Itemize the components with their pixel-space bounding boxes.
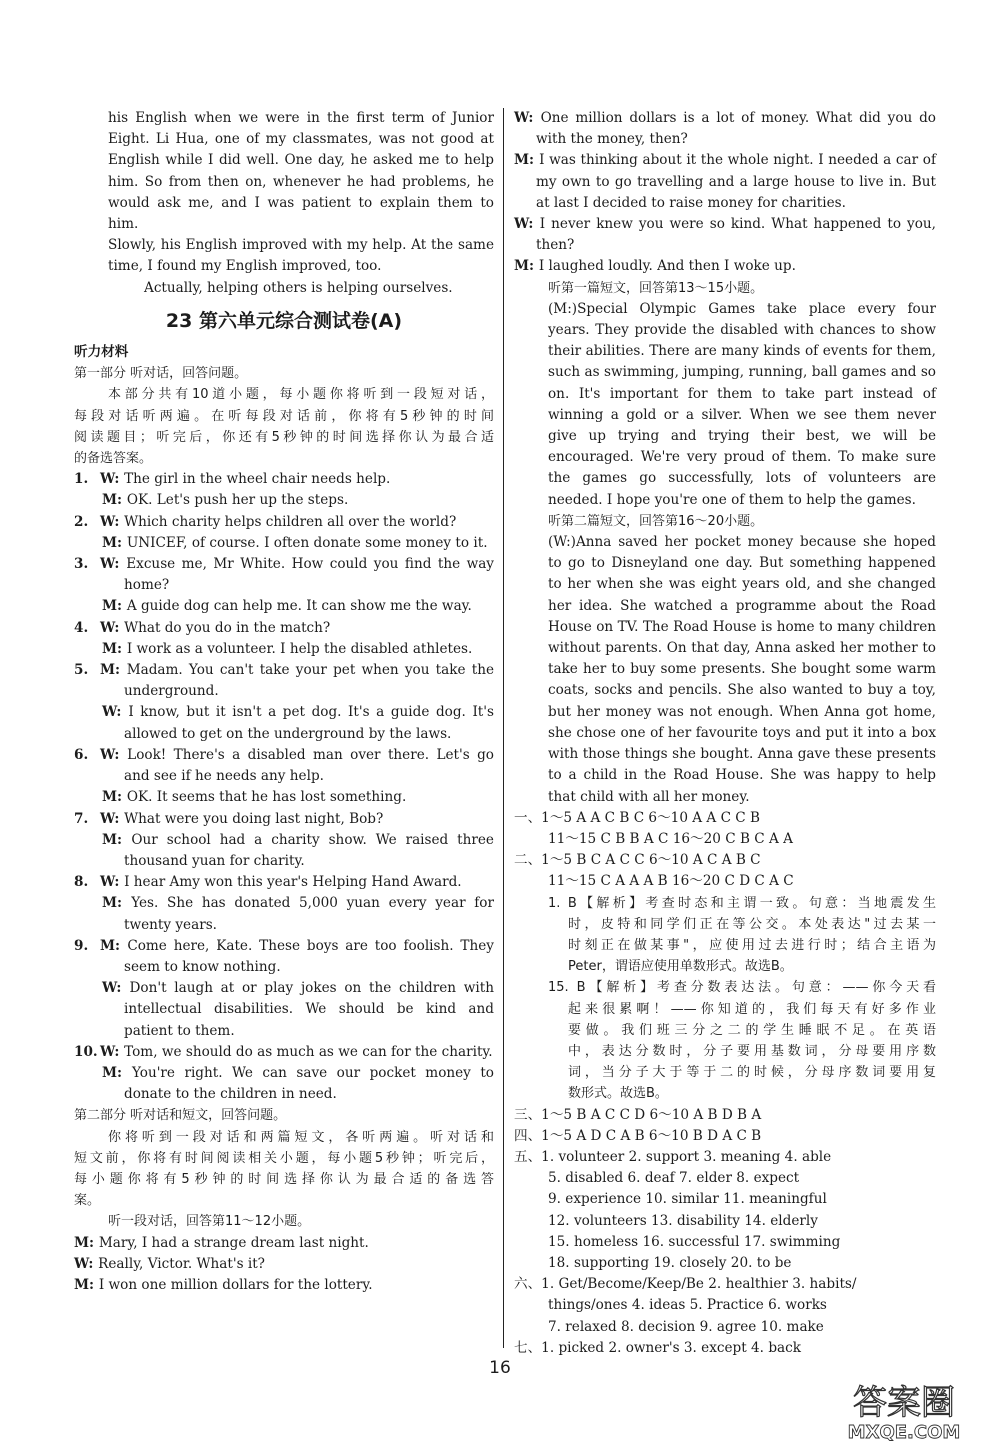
explanation-line: 15. B【解析】考查分数表达法。句意：——你今天看 xyxy=(548,980,936,996)
question-number: 9. xyxy=(74,937,89,954)
instruction-line: 短文前，你将有时间阅读相关小题，每小题5秒钟；听完后， xyxy=(74,1150,494,1166)
question-number: 7. xyxy=(74,810,89,827)
explanation-line: Peter，谓语应使用单数形式。故选B。 xyxy=(568,959,793,975)
question-number: 1. xyxy=(74,471,89,488)
dialogue-item xyxy=(74,1042,494,1106)
dialogue-line xyxy=(102,830,494,872)
explanation-15 xyxy=(514,977,936,1104)
instruction-line: 阅读题目；听完后，你还有5秒钟的时间选择你认为最合适 xyxy=(74,429,494,445)
dialogue-line xyxy=(74,809,494,830)
dialogue-item xyxy=(74,809,494,873)
passage2-heading: 听第二篇短文，回答第16～20小题。 xyxy=(548,513,764,529)
speaker-label: W: xyxy=(102,980,130,997)
question-number: 10. xyxy=(74,1043,98,1060)
dialogue-text: The girl in the wheel chair needs help. xyxy=(124,471,391,488)
dialogue-text: One million dollars is a lot of money. What did you do with the money, then? xyxy=(536,110,936,148)
speaker-label: W: xyxy=(100,619,125,636)
dialogue-text: You're right. We can save our pocket money to donate to the children in need. xyxy=(124,1064,494,1103)
speaker-label: W: xyxy=(514,216,540,233)
dialogue-text: Tom, we should do as much as we can for the charity. xyxy=(124,1043,493,1060)
passage1-heading: 听第一篇短文，回答第13～15小题。 xyxy=(548,280,764,296)
explanation-line: 词，当分子大于等于二的时候，分母序数词要用复 xyxy=(568,1065,936,1081)
answer-line: 11～15 C A A A B 16～20 C D C A C xyxy=(548,873,794,890)
essay-line: Eight. Li Hua, one of my classmates, was not good at xyxy=(108,131,494,148)
dialogue-text: UNICEF, of course. I often donate some money to it. xyxy=(126,534,488,551)
watermark-top: 答案圈 xyxy=(853,1383,955,1423)
column-divider xyxy=(503,108,504,1348)
dialogue-line xyxy=(514,256,936,277)
dialogue-item xyxy=(74,554,494,618)
speaker-label: M: xyxy=(514,152,540,169)
dialogue-line xyxy=(74,1233,494,1254)
dialogue-line xyxy=(74,512,494,533)
answer-line: 二、1～5 B C A C C 6～10 A C A B C xyxy=(514,852,761,869)
speaker-label: W: xyxy=(514,110,541,126)
question-number: 6. xyxy=(74,746,89,763)
dialogue-text: I know, but it isn't a pet dog. It's a guide dog. It's allowed to get on the underground by the laws. xyxy=(124,704,494,742)
dialogue-line xyxy=(102,1063,494,1105)
essay-line: Slowly, his English improved with my help. At the same xyxy=(108,237,494,254)
explanation-line: 要做。我们班三分之二的学生睡眠不足。在英语 xyxy=(568,1022,936,1038)
speaker-label: M: xyxy=(102,492,127,509)
dialogue-line xyxy=(74,1275,494,1296)
essay-line: English while I did well. One day, he asked me to help xyxy=(108,152,494,169)
passage2-text: (W:)Anna saved her pocket money because she hoped to go to Disneyland one day. But something happened to her when she was eight years old, and she changed her idea. She watched a programme about the Road House on TV. The Road House is home to many children without parents. On that day, Anna asked her mother to take her to buy some presents. She bought some warm coats, socks and pencils. She also wanted to buy a toy, but her money was not enough. When Anna got home, she chose one of her favourite toys and put it into a box with those things she bought. Anna gave these presents to a child in the Road House. She was happy to help that child with all her money. xyxy=(548,534,936,805)
essay-line: him. So from then on, whenever he had problems, he xyxy=(108,173,494,190)
part2-label: 第二部分 听对话和短文，回答问题。 xyxy=(74,1108,287,1124)
part1-instructions xyxy=(74,384,494,469)
answer-line: 四、1～5 A D C A B 6～10 B D A C B xyxy=(514,1127,762,1144)
speaker-label: M: xyxy=(102,598,127,615)
answer-line: 15. homeless 16. successful 17. swimming xyxy=(548,1233,841,1250)
essay-continuation xyxy=(74,108,494,299)
dialogue-text: Our school had a charity show. We raised three thousand yuan for charity. xyxy=(124,831,494,869)
speaker-label: W: xyxy=(102,704,129,721)
dialogue-text: I was thinking about it the whole night. I needed a car of my own to go travelling and a large house to live in. But at last I decided to raise money for charities. xyxy=(536,152,936,211)
essay-line: Actually, helping others is helping ourselves. xyxy=(144,279,453,296)
dialogue-text: Yes. She has donated 5,000 yuan every year for twenty years. xyxy=(124,895,494,933)
dialogue-text: OK. Let's push her up the steps. xyxy=(126,492,349,509)
answer-line: 7. relaxed 8. decision 9. agree 10. make xyxy=(548,1318,824,1335)
question-number: 5. xyxy=(74,662,89,679)
dialogue-item xyxy=(74,745,494,809)
speaker-label: W: xyxy=(100,746,128,763)
dialogue-text: Really, Victor. What's it? xyxy=(98,1255,265,1272)
instruction-line: 本部分共有10道小题，每小题你将听到一段短对话， xyxy=(108,387,494,403)
watermark-logo xyxy=(814,1374,994,1444)
dialogue-line xyxy=(74,469,494,490)
dialogue-text: Don't laugh at or play jokes on the children with intellectual disabilities. We should be kind and patient to them. xyxy=(124,980,494,1039)
essay-line: would ask me, and I was patient to explain them to him. xyxy=(108,194,494,233)
dialogue-text: I hear Amy won this year's Helping Hand Award. xyxy=(124,874,462,891)
dialogue-text: Come here, Kate. These boys are too foolish. They seem to know nothing. xyxy=(124,937,494,975)
speaker-label: M: xyxy=(102,640,127,657)
dialogue-text: A guide dog can help me. It can show me the way. xyxy=(126,598,472,615)
dialogue-text: I laughed loudly. And then I woke up. xyxy=(538,258,796,275)
answer-line: 五、1. volunteer 2. support 3. meaning 4. able xyxy=(514,1148,832,1165)
answer-line: 11～15 C B B A C 16～20 C B C A A xyxy=(548,830,793,847)
question-number: 2. xyxy=(74,513,89,530)
answer-line: 一、1～5 A A C B C 6～10 A A C C B xyxy=(514,809,761,826)
speaker-label: W: xyxy=(100,471,125,488)
question-number: 3. xyxy=(74,556,89,573)
page-number: 16 xyxy=(489,1358,511,1378)
explanation-line: 1. B【解析】考查时态和主谓一致。句意：当地震发生 xyxy=(548,895,936,911)
part2-instructions xyxy=(74,1127,494,1212)
answer-line: 12. volunteers 13. disability 14. elderly xyxy=(548,1212,818,1229)
essay-line: time, I found my English improved, too. xyxy=(108,258,382,275)
section-title: 23 第六单元综合测试卷(A) xyxy=(165,309,403,332)
answer-line: 七、1. picked 2. owner's 3. except 4. back xyxy=(514,1339,801,1356)
answer-line: 18. supporting 19. closely 20. to be xyxy=(548,1254,792,1271)
speaker-label: W: xyxy=(74,1255,99,1272)
speaker-label: M: xyxy=(74,1276,99,1293)
dialogue-line xyxy=(102,787,494,808)
dialogue-item xyxy=(74,512,494,554)
dialogue-11-12 xyxy=(74,1233,494,1297)
instruction-line: 每段对话听两遍。在听每段对话前，你将有5秒钟的时间 xyxy=(74,408,494,424)
speaker-label: M: xyxy=(102,831,132,848)
answer-line: things/ones 4. ideas 5. Practice 6. works xyxy=(548,1297,827,1314)
dialogue-line xyxy=(102,978,494,1042)
speaker-label: M: xyxy=(102,1064,132,1081)
listening-heading: 听力材料 xyxy=(74,344,129,361)
speaker-label: M: xyxy=(102,895,132,912)
speaker-label: W: xyxy=(100,1043,125,1060)
dialogue-line xyxy=(74,745,494,787)
dialogue-line xyxy=(514,150,936,214)
dialogue-item xyxy=(74,872,494,936)
left-column xyxy=(74,108,494,1296)
dialogue-text: Excuse me, Mr White. How could you find the way home? xyxy=(124,556,494,594)
speaker-label: W: xyxy=(100,513,125,530)
speaker-label: M: xyxy=(100,937,128,954)
instruction-line: 你将听到一段对话和两篇短文，各听两遍。听对话和 xyxy=(108,1129,494,1145)
dialogue-line xyxy=(102,533,494,554)
explanation-line: 时，皮特和同学们正在等公交。本处表达"过去某一 xyxy=(568,916,936,932)
part1-label: 第一部分 听对话，回答问题。 xyxy=(74,366,248,382)
dialogue-text: OK. It seems that he has lost something. xyxy=(126,789,407,806)
passage1-text: (M:)Special Olympic Games take place every four years. They provide the disabled with chances to show their abilities. There are many kinds of events for them, such as swimming, jumping, running, ball games and so on. It's important for them to take part instead of winning a gold or a silver. When we see them never give up trying and trying their best, we will be encouraged. We're very proud of them. To make sure the games go successfully, lots of volunteers are needed. I hope you're one of them to help the games. xyxy=(548,300,936,508)
answer-line: 六、1. Get/Become/Keep/Be 2. healthier 3. habits/ xyxy=(514,1276,857,1293)
dialogue-text: Mary, I had a strange dream last night. xyxy=(98,1234,369,1251)
dialogue-item xyxy=(74,618,494,660)
dialogue-list xyxy=(74,469,494,1105)
dialogue-continued xyxy=(514,108,936,278)
dialogue-line xyxy=(102,596,494,617)
answer-line: 三、1～5 B A C C D 6～10 A B D B A xyxy=(514,1106,762,1123)
speaker-label: M: xyxy=(102,789,127,806)
answer-line: 5. disabled 6. deaf 7. elder 8. expect xyxy=(548,1170,800,1187)
question-number: 4. xyxy=(74,619,89,636)
dialogue-item xyxy=(74,936,494,1042)
speaker-label: W: xyxy=(100,810,125,827)
dialogue-line xyxy=(514,214,936,256)
essay-line: his English when we were in the first term of Junior xyxy=(108,110,494,126)
dialogue-text: I never knew you were so kind. What happened to you, then? xyxy=(536,216,936,254)
explanation-line: 时刻正在做某事"，应使用过去进行时；结合主语为 xyxy=(568,937,936,953)
speaker-label: M: xyxy=(74,1234,99,1251)
dialogue-line xyxy=(102,490,494,511)
speaker-label: W: xyxy=(100,874,125,891)
answer-line: 9. experience 10. similar 11. meaningful xyxy=(548,1191,827,1208)
dialogue-line xyxy=(102,893,494,935)
dialogue-line xyxy=(514,108,936,150)
dialogue-line xyxy=(74,936,494,978)
speaker-label: M: xyxy=(102,534,127,551)
instruction-line: 每小题你将有5秒钟的时间选择你认为最合适的备选答 xyxy=(74,1171,494,1187)
dialogue-text: Which charity helps children all over the world? xyxy=(124,513,457,530)
watermark-bottom: MXQE.COM xyxy=(847,1422,961,1443)
right-column xyxy=(514,108,936,1359)
speaker-label: M: xyxy=(100,662,127,679)
dialogue-text: I work as a volunteer. I help the disabled athletes. xyxy=(126,640,473,657)
dialogue-item xyxy=(74,469,494,511)
explanation-line: 数形式。故选B。 xyxy=(568,1086,668,1102)
dialogue-text: Madam. You can't take your pet when you take the underground. xyxy=(124,662,494,700)
dialogue-line xyxy=(74,618,494,639)
dialogue-line xyxy=(102,702,494,744)
dialogue-line xyxy=(102,639,494,660)
dialogue-line xyxy=(74,554,494,596)
dialogue-text: What do you do in the match? xyxy=(124,619,331,636)
instruction-line: 案。 xyxy=(74,1193,101,1209)
explanation-line: 起来很累啊！——你知道的，我们每天有好多作业 xyxy=(568,1001,936,1017)
instruction-line: 的备选答案。 xyxy=(74,451,153,467)
dialogue-text: What were you doing last night, Bob? xyxy=(124,810,384,827)
answer-key xyxy=(514,808,936,893)
sub-heading: 听一段对话，回答第11～12小题。 xyxy=(108,1214,311,1230)
dialogue-line xyxy=(74,1042,494,1063)
dialogue-line xyxy=(74,1254,494,1275)
dialogue-text: I won one million dollars for the lottery. xyxy=(98,1276,373,1293)
dialogue-item xyxy=(74,660,494,745)
explanation-line: 中，表达分数时，分子要用基数词，分母要用序数 xyxy=(568,1043,936,1059)
speaker-label: W: xyxy=(100,556,127,573)
dialogue-line xyxy=(74,872,494,893)
question-number: 8. xyxy=(74,874,89,891)
answer-key-2 xyxy=(514,1105,936,1359)
explanation-1 xyxy=(514,893,936,978)
dialogue-line xyxy=(74,660,494,702)
speaker-label: M: xyxy=(514,258,539,275)
dialogue-text: Look! There's a disabled man over there. Let's go and see if he needs any help. xyxy=(124,746,494,785)
